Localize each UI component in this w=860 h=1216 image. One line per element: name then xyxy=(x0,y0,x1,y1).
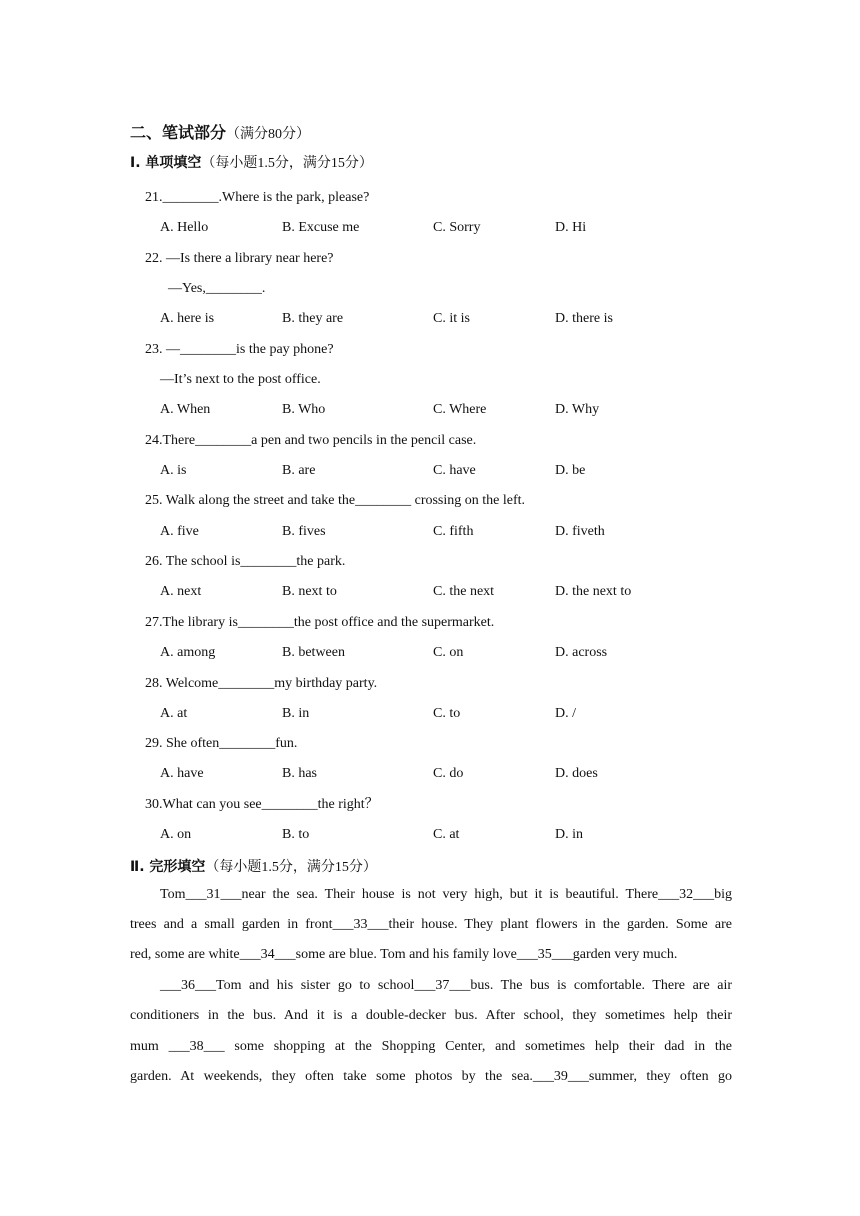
option-c: C. it is xyxy=(433,311,470,326)
section-label: Ⅱ. 完形填空 xyxy=(130,859,206,875)
option-a: A. on xyxy=(160,827,192,842)
option-b: B. fives xyxy=(282,524,326,539)
option-b: B. to xyxy=(282,827,310,842)
option-d: D. Hi xyxy=(555,220,587,235)
part-title: 二、笔试部分 xyxy=(130,123,227,142)
option-d: D. does xyxy=(555,766,598,781)
passage-line: red, some are white___34___some are blue. Tom and his family love___35___garden very much. xyxy=(130,947,678,962)
option-a: A. have xyxy=(160,766,204,781)
option-c: C. Sorry xyxy=(433,220,481,235)
question-stem: 28. Welcome________my birthday party. xyxy=(145,676,378,691)
question-stem: 26. The school is________the park. xyxy=(145,554,346,569)
passage-line: Tom___31___near the sea. Their house is not very high, but it is beautiful. There___32___big xyxy=(160,887,732,902)
option-c: C. on xyxy=(433,645,464,660)
question-reply: —It’s next to the post office. xyxy=(160,372,321,387)
option-b: B. has xyxy=(282,766,317,781)
part-heading xyxy=(130,120,310,143)
option-a: A. Hello xyxy=(160,220,209,235)
option-a: A. at xyxy=(160,706,188,721)
option-d: D. the next to xyxy=(555,584,632,599)
option-b: B. Excuse me xyxy=(282,220,360,235)
question-stem: 25. Walk along the street and take the________ crossing on the left. xyxy=(145,493,526,508)
question-stem: 21.________.Where is the park, please? xyxy=(145,190,370,205)
option-d: D. across xyxy=(555,645,608,660)
option-d: D. fiveth xyxy=(555,524,605,539)
option-a: A. five xyxy=(160,524,199,539)
question-stem: 30.What can you see________the right？ xyxy=(145,797,379,812)
passage-line: mum ___38___ some shopping at the Shopping Center, and sometimes help their dad in the xyxy=(130,1039,732,1054)
option-c: C. at xyxy=(433,827,460,842)
option-c: C. fifth xyxy=(433,524,474,539)
passage-line: trees and a small garden in front___33___their house. They plant flowers in the garden. Some are xyxy=(130,917,732,932)
option-b: B. between xyxy=(282,645,345,660)
option-a: A. is xyxy=(160,463,187,478)
option-c: C. Where xyxy=(433,402,487,417)
question-stem: 22. —Is there a library near here? xyxy=(145,251,334,266)
question-stem: 27.The library is________the post office and the supermarket. xyxy=(145,615,495,630)
section-title-single-choice xyxy=(130,152,373,172)
section-note: （每小题1.5分，满分15分） xyxy=(201,156,373,171)
part-score-note: （满分80分） xyxy=(226,127,311,142)
question-stem: 29. She often________fun. xyxy=(145,736,298,751)
option-a: A. here is xyxy=(160,311,215,326)
option-b: B. Who xyxy=(282,402,326,417)
option-b: B. are xyxy=(282,463,316,478)
passage-line: garden. At weekends, they often take some photos by the sea.___39___summer, they often go xyxy=(130,1069,732,1084)
question-stem: 24.There________a pen and two pencils in the pencil case. xyxy=(145,433,477,448)
option-b: B. they are xyxy=(282,311,344,326)
option-d: D. / xyxy=(555,706,576,721)
passage-line: ___36___Tom and his sister go to school___37___bus. The bus is comfortable. There are air xyxy=(160,978,732,993)
option-c: C. have xyxy=(433,463,476,478)
passage-line: conditioners in the bus. And it is a double-decker bus. After school, they sometimes help their xyxy=(130,1008,732,1023)
option-c: C. to xyxy=(433,706,461,721)
section-title-cloze xyxy=(130,856,377,876)
option-b: B. in xyxy=(282,706,310,721)
option-d: D. there is xyxy=(555,311,613,326)
section-note: （每小题1.5分，满分15分） xyxy=(205,860,377,875)
option-d: D. be xyxy=(555,463,586,478)
option-a: A. When xyxy=(160,402,211,417)
option-a: A. next xyxy=(160,584,202,599)
section-label: Ⅰ. 单项填空 xyxy=(130,155,202,171)
option-b: B. next to xyxy=(282,584,337,599)
question-reply: —Yes,________. xyxy=(168,281,266,296)
option-d: D. Why xyxy=(555,402,600,417)
option-d: D. in xyxy=(555,827,583,842)
option-c: C. do xyxy=(433,766,464,781)
option-c: C. the next xyxy=(433,584,495,599)
question-stem: 23. —________is the pay phone? xyxy=(145,342,334,357)
option-a: A. among xyxy=(160,645,216,660)
